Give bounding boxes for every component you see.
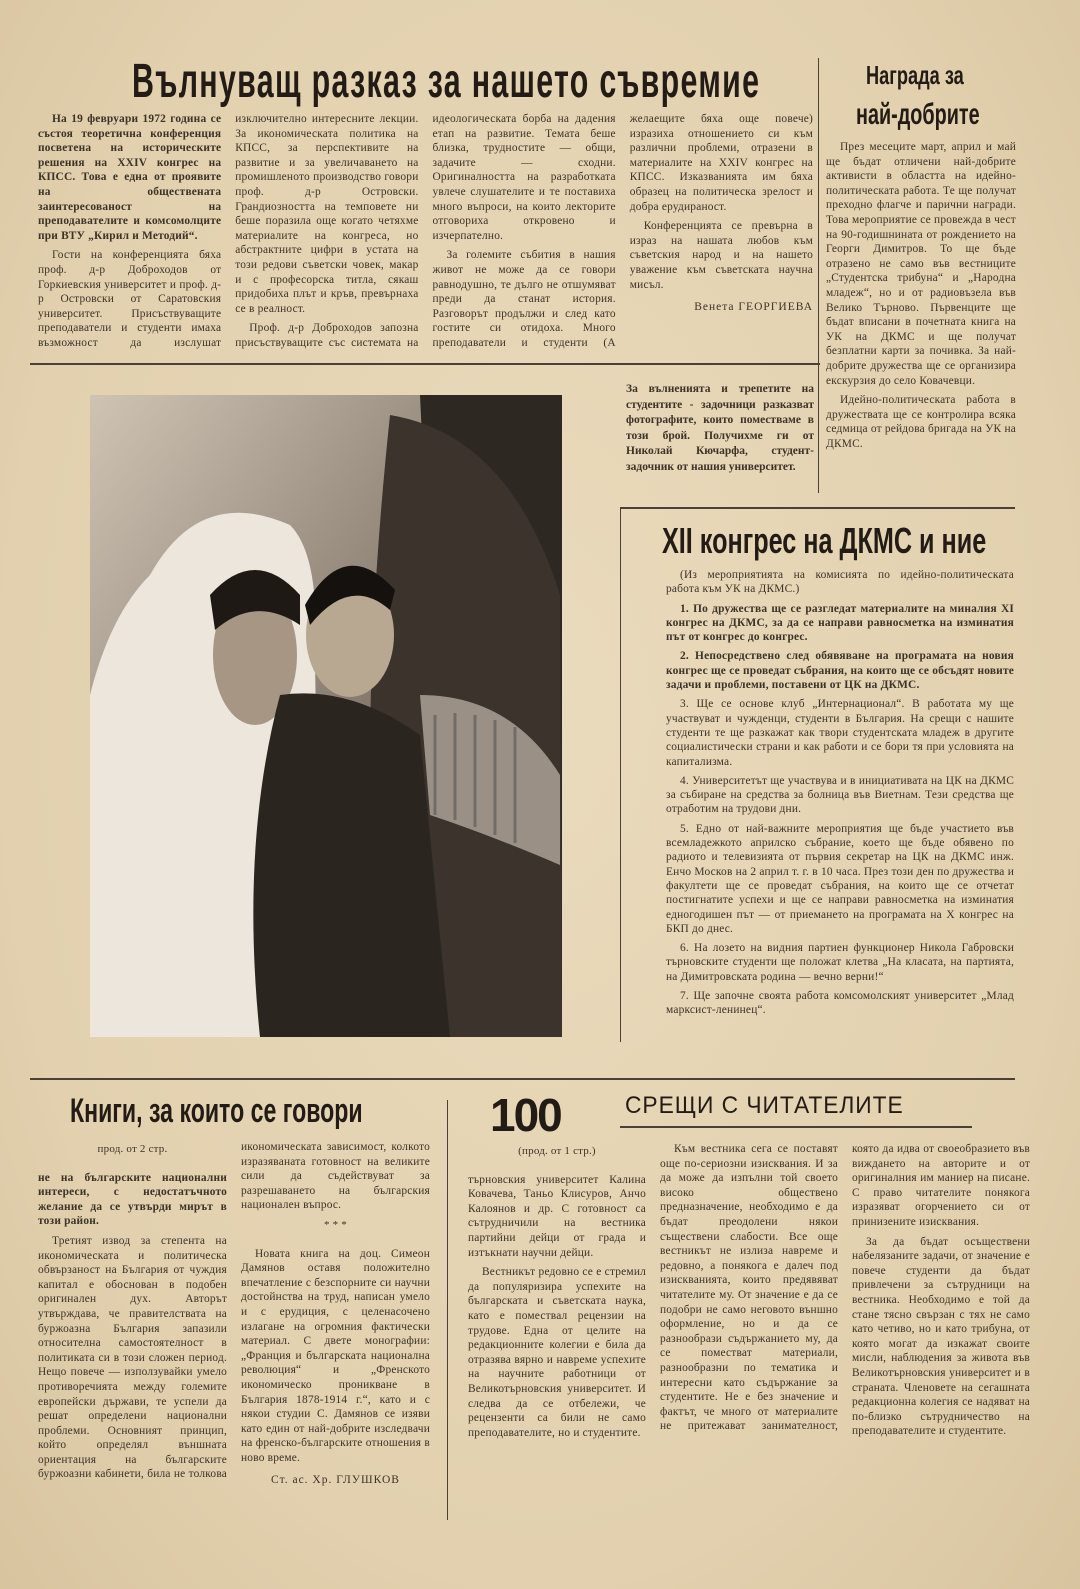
congress-item: 6. На лозето на видния партиен функционер Никола Габровски търновските студенти ще положат клетва „На класата, на партията, на Димитровската родина — вечно верни!“: [666, 942, 1014, 983]
meetings-continued-note: (прод. от 1 стр.): [518, 1145, 596, 1157]
meetings-number: 100: [490, 1089, 561, 1141]
photo: [90, 395, 562, 1037]
books-continued-note: прод. от 2 стр.: [97, 1143, 168, 1155]
sidebar-paragraph: През месеците март, април и май ще бъдат отличени най-добрите активисти в областта на идейно-политическата работа. Те ще получат преходно флагче и парични награди. Това мероприятие се провежда в чест на 90-годишнината от рождението на Георги Димитров. То ще бъде отразено не само във вестниците „Студентска трибуна“ и „Народна младеж“, но и от радиовъзела във Велико Търново. Първенците ще бъдат вписани в почетната книга на УК на ДКМС и ще получат безплатни карти за почивка. За най-добрите дружества ще се организира екскурзия до село Ковачевци.: [826, 141, 1016, 387]
books-headline: Книги, за които се говори: [70, 1092, 363, 1130]
books-paragraph: Третият извод за степента на икономическата и политическа обвързаност на България от чуждия капитал е обоснован в подобен оригинален дух. Авторът утвърждава, че правителствата на буржоазна България запазили относителна самостоятелност в политиката си в този сложен период. Нещо повече — използувайки умело противоречията между големите европейски държави, те успели да решат определени национални проблеми. Основният принцип, който определял външната ориентация на българските буржоазни кабинети, била не толкова икономическата зависимост, колкото изразяваната готовност на великите сили да съдействуват за разрешаването на българския национален въпрос.: [38, 1141, 430, 1481]
photo-caption: За вълненията и трепетите на студентите - задочници разказват фотографите, които поместваме в този брой. Получихме ги от Николай Кючарфа, студент-задочник от нашия университет.: [626, 383, 814, 473]
congress-item: 5. Едно от най-важните мероприятия ще бъде участието във всемладежкото априлско събрание, което ще бъде обявено по радиото и телевизията от първия секретар на ЦК на ДКМС инж. Енчо Москов на 2 април т. г. в 10 часа. През този ден по дружества и факултети ще се проведат събрания, на които ще се отчетат постигнатите успехи и ще се направи равносметка на изминатия едногодишен път — от приемането на програмата на X конгрес на БКП до днес.: [666, 822, 1014, 935]
sidebar-article-body: [826, 140, 1016, 456]
books-paragraph: Новата книга на доц. Симеон Дамянов оставя положително впечатление с безспорните си научни достойнства на труд, написан умело и с ерудиция, с целенасочено излагане на огромния фактически материал. С двете монографии: „Франция и българската национална революция“ и „Френското икономическо проникване в България 1878-1914 г.“, като и с някои студии С. Дамянов се изяви като един от най-добрите изследвачи на френско-българските отношения в ново време.: [241, 1247, 430, 1464]
sidebar-headline-line1: Награда за: [866, 60, 964, 90]
top-article-paragraph: Конференцията се превърна в израз на нашата любов към съветския народ и на нашето уважение към съветската научна мисъл.: [629, 220, 813, 291]
top-article-author: Венета ГЕОРГИЕВА: [694, 301, 813, 314]
books-author: Ст. ас. Хр. ГЛУШКОВ: [271, 1474, 400, 1487]
congress-article-body: [666, 568, 1014, 1023]
meetings-paragraph: Към вестника сега се поставят още по-сериозни изисквания. И за да може да изпълни той своето високо обществено предназначение, необходимо е да бъдат преодолени някои съществени слабости. Все още вестникът не излиза навреме и редовно, а понякога е далеч под изискванията, които предявяват читателите му. От значение е да се подобри не само неговото външно оформление, но и да се разнообрази съдържанието му, да се поместват материали, разнообразни по тематика и интересни като съдържание за студентите. Не е без значение и фактът, че много от материалите не притежават занимателност, която да идва от своеобразието във виждането на авторите и от оригиналния им маниер на писане. С право читателите понякога изразяват огорчението си от принизените изисквания.: [660, 1143, 1030, 1433]
top-article-paragraph: Гости на конференцията бяха проф. д-р Доброходов от Горкиевския университет и проф. д-р Островски от Саратовския университет. Присъствуващите преподаватели и студенти имаха възможност да изслушат изключително интересните лекции. За икономическата политика на КПСС, за перспективите на развитие и за увеличаването на промишленото производство говори проф. д-р Островски. Грандиозността на темповете ни беше поразила още когато четяхме материалите на конгреса, но абстрактните цифри в устата на този редови съветски човек, макар и с професорска титла, сякаш придобиха плът и кръв, превърнаха се в реалност.: [38, 113, 419, 349]
congress-top-rule: [620, 507, 1015, 509]
books-article-body: [38, 1140, 430, 1520]
meetings-paragraph: Вестникът редовно се е стремил да популяризира успехите на българската и съветската наука, като е помествал рецензии на трудове. Една от целите на редакционните колегии е била да отразява вярно и навреме успехите на научните работници от Великотърновския университет. И следва да се отбележи, че рецензенти са били не само преподавателите, но и студентите.: [468, 1266, 646, 1439]
top-article-paragraph: Проф. д-р Доброходов запозна присъствуващите със системата на идеологическата борба на дадения етап на развитие. Темата беше близка, трудностите — общи, задачите — сходни. Оригиналността на разработката увлече слушателите и те поставиха много въпроси, на които лекторите отговориха откровено и изчерпателно.: [235, 113, 616, 349]
top-divider: [30, 363, 820, 365]
top-article-body: [38, 112, 813, 354]
books-paragraph: не на българските национални интереси, с недостатъчното желание да се утвърди мирът в този район.: [38, 1171, 227, 1228]
photo-students-image: [90, 395, 562, 1037]
bottom-vertical-rule: [447, 1100, 448, 1520]
top-article-paragraph: За големите събития в нашия живот не може да се говори равнодушно, те дълго не отшумяват преди да станат история. Разговорът продължи и след като гостите си отидоха. Много преподаватели и студенти (А желаещите бяха още повече) изразиха отношението си към различни проблеми, отразени в материалите на XXIV конгрес на КПСС. Изказванията им бяха образец на политическа зрелост и добра ерудираност.: [432, 113, 813, 349]
meetings-paragraph: търновския университет Калина Ковачева, Таньо Клисуров, Анчо Калоянов и др. С готовност са сътрудничили на вестника партийни дейци от града и изтъкнати научни дейци.: [468, 1173, 646, 1259]
meetings-headline-underline: [620, 1126, 972, 1128]
top-article-headline: Вълнуващ разказ за нашето съвремие: [132, 53, 761, 108]
bottom-section-rule: [30, 1078, 1015, 1080]
books-separator: * * *: [324, 1218, 347, 1231]
congress-item: 4. Университетът ще участвува и в инициативата на ЦК на ДКМС за събиране на средства за болница във Виетнам. Тези средства ще отработим на трудови дни.: [666, 774, 1014, 816]
meetings-article-body: [468, 1142, 1030, 1520]
sidebar-headline-line2: най-добрите: [856, 98, 980, 131]
sidebar-divider: [818, 58, 819, 493]
meetings-headline: СРЕЩИ С ЧИТАТЕЛИТЕ: [625, 1092, 904, 1119]
congress-headline: XII конгрес на ДКМС и ние: [662, 520, 987, 561]
congress-item: 7. Ще започне своята работа комсомолският университет „Млад марксист-ленинец“.: [666, 990, 1014, 1017]
congress-left-rule: [620, 507, 621, 1042]
congress-item: 2. Непосредствено след обявяване на програмата на новия конгрес ще се проведат събрания, на които ще се обсъдят новите задачи и проблеми, поставени от ЦК на ДКМС.: [666, 650, 1014, 692]
congress-item: 3. Ще се основе клуб „Интернационал“. В работата му ще участвуват и чужденци, студенти в България. На срещи с нашите студенти те ще разкажат как твори студентската младеж в другите социалистически страни и как работи и се бори тя при условията на капитализма.: [666, 698, 1014, 768]
top-article-paragraph: На 19 февруари 1972 година се състоя теоретична конференция посветена на историческите решения на XXIV конгрес на КПСС. Това е една от проявите на обществената заинтересованост на преподавателите и комсомолците при ВТУ „Кирил и Методий“.: [38, 113, 222, 242]
sidebar-paragraph: Идейно-политическата работа в дружествата ще се контролира всяка седмица от рейдова бригада на УК на ДКМС.: [826, 394, 1016, 450]
meetings-paragraph: За да бъдат осъществени набелязаните задачи, от значение е повече студенти да бъдат привлечени за сътрудници на вестника. Необходимо е той да стане тясно свързан с тях не само като четиво, но и като трибуна, от която могат да изкажат своите мисли, наблюдения за живота във Великотърновския университет и в страната. Членовете на сегашната редакционна колегия се надяват на по-близко сътрудничество на преподавателите и студентите.: [852, 1235, 1030, 1438]
congress-intro: (Из мероприятията на комисията по идейно-политическата работа към УК на ДКМС.): [666, 569, 1014, 596]
congress-item: 1. По дружества ще се разгледат материалите на миналия XI конгрес на ДКМС, за да се направи равносметка на изминатия път от конгрес до конгрес.: [666, 602, 1014, 644]
